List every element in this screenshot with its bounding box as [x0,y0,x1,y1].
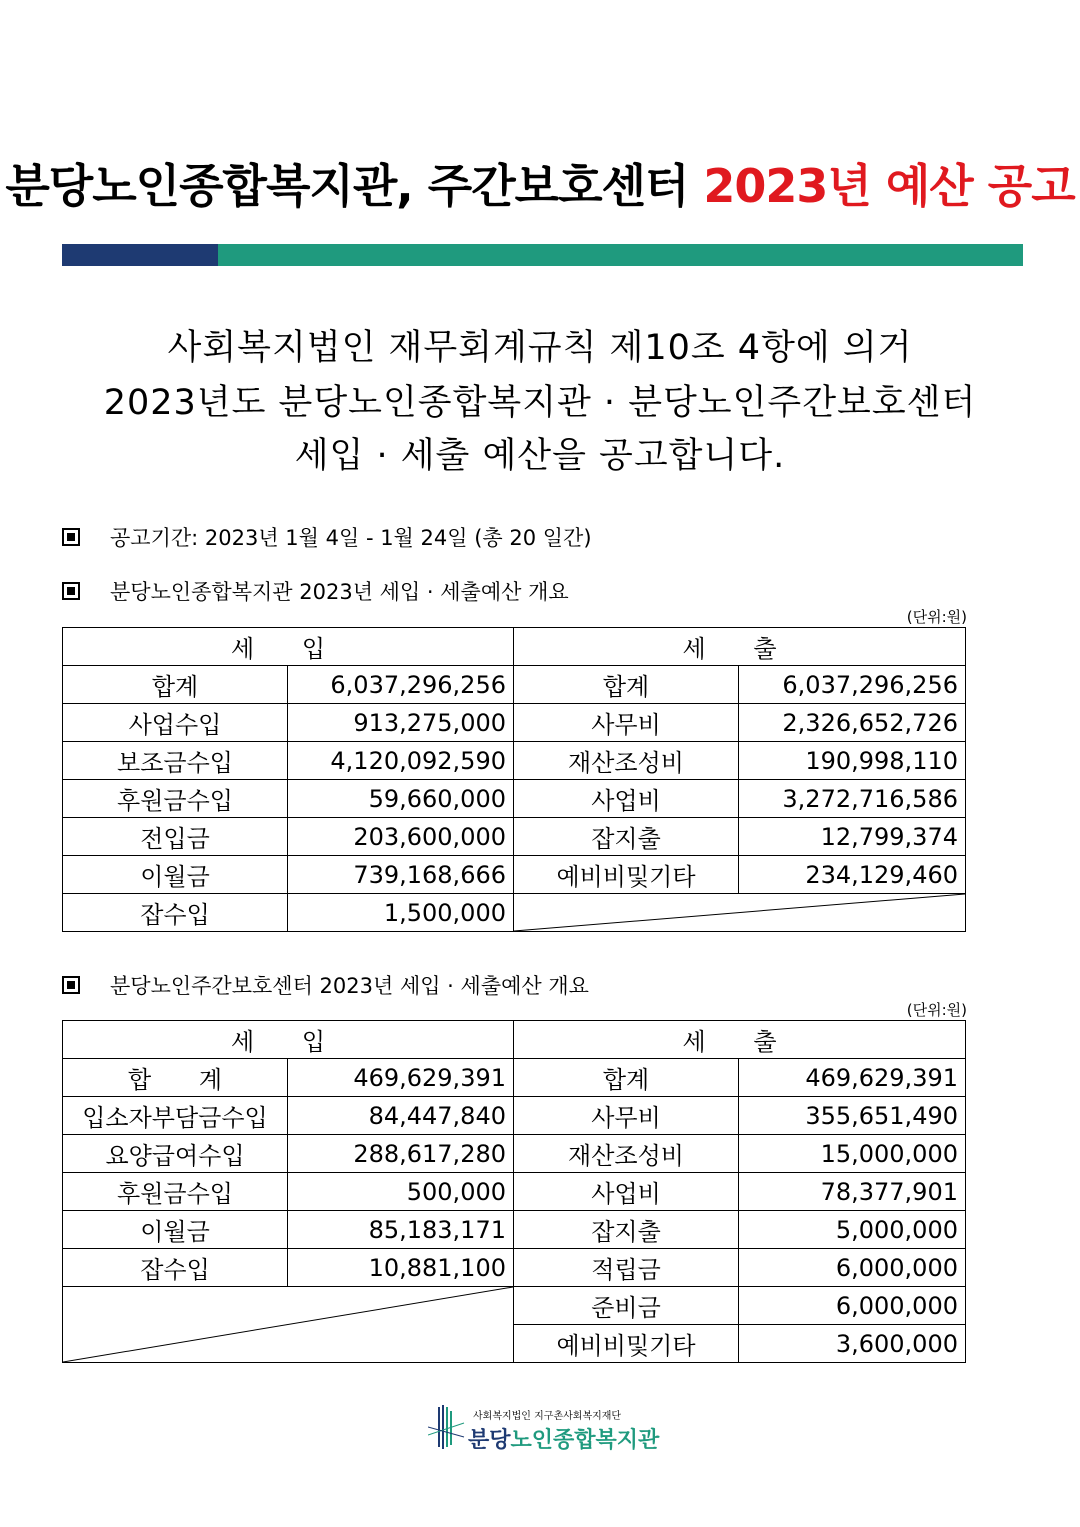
income-label: 잡수입 [63,894,288,932]
table-row [63,780,966,818]
table-row [63,894,966,932]
income-header: 세 입 [63,628,514,666]
table-row [63,1249,966,1287]
income-value: 500,000 [288,1173,514,1211]
expense-label: 재산조성비 [514,1135,739,1173]
expense-value: 78,377,901 [739,1173,966,1211]
expense-header: 세 출 [514,628,966,666]
empty-cell-diagonal [514,894,966,932]
welfare-logo-icon [428,1405,466,1451]
section2-unit: (단위:원) [906,1001,967,1019]
income-value: 1,500,000 [288,894,514,932]
income-label: 전입금 [63,818,288,856]
section2-heading-text: 분당노인주간보호센터 2023년 세입 · 세출예산 개요 [110,974,589,998]
table-row [63,1135,966,1173]
period-text: 공고기간: 2023년 1월 4일 - 1월 24일 (총 20 일간) [110,526,592,550]
table-row [63,1211,966,1249]
intro-line-1: 사회복지법인 재무회계규칙 제10조 4항에 의거 [167,328,913,368]
table-row [63,818,966,856]
expense-value: 469,629,391 [739,1059,966,1097]
expense-label: 사무비 [514,704,739,742]
income-label: 합계 [63,666,288,704]
income-value: 4,120,092,590 [288,742,514,780]
title-divider-green [218,244,1023,266]
title-divider-navy [62,244,218,266]
diagonal-line [514,894,965,931]
table-row [63,1173,966,1211]
income-label: 입소자부담금수입 [63,1097,288,1135]
table-header-row [63,628,966,666]
expense-value: 355,651,490 [739,1097,966,1135]
income-value: 85,183,171 [288,1211,514,1249]
income-label: 이월금 [63,1211,288,1249]
expense-label: 사업비 [514,1173,739,1211]
footer-org-name-b: 노인종합복지관 [510,1428,660,1453]
income-value: 739,168,666 [288,856,514,894]
expense-label: 적립금 [514,1249,739,1287]
period-bullet [62,522,592,552]
expense-label: 합계 [514,666,739,704]
table-row [63,1059,966,1097]
expense-label: 예비비및기타 [514,856,739,894]
expense-label: 잡지출 [514,818,739,856]
expense-value: 15,000,000 [739,1135,966,1173]
title-highlight: 2023년 예산 공고 [703,159,1075,213]
income-label: 후원금수입 [63,1173,288,1211]
expense-value: 5,000,000 [739,1211,966,1249]
title-main: 분당노인종합복지관, 주간보호센터 [5,159,689,213]
table-row [63,1287,966,1325]
diagonal-line [63,1287,513,1362]
expense-value: 190,998,110 [739,742,966,780]
empty-cell-diagonal [63,1287,514,1363]
income-value: 84,447,840 [288,1097,514,1135]
income-value: 10,881,100 [288,1249,514,1287]
section2-table [62,1020,966,1363]
income-value: 203,600,000 [288,818,514,856]
income-value: 913,275,000 [288,704,514,742]
income-label: 요양급여수입 [63,1135,288,1173]
expense-value: 12,799,374 [739,818,966,856]
income-value: 288,617,280 [288,1135,514,1173]
expense-label: 예비비및기타 [514,1325,739,1363]
footer-org-name [468,1423,659,1454]
income-label: 합 계 [63,1059,288,1097]
expense-label: 사업비 [514,780,739,818]
expense-value: 6,000,000 [739,1249,966,1287]
income-value: 469,629,391 [288,1059,514,1097]
table-header-row [63,1021,966,1059]
expense-value: 6,037,296,256 [739,666,966,704]
expense-value: 6,000,000 [739,1287,966,1325]
expense-label: 준비금 [514,1287,739,1325]
table-row [63,742,966,780]
table-row [63,704,966,742]
intro-line-2: 2023년도 분당노인종합복지관 · 분당노인주간보호센터 [103,383,977,423]
footer-org-small: 사회복지법인 지구촌사회복지재단 [473,1411,622,1422]
section1-heading-text: 분당노인종합복지관 2023년 세입 · 세출예산 개요 [110,580,569,604]
square-bullet-icon [62,528,80,546]
income-label: 사업수입 [63,704,288,742]
expense-label: 합계 [514,1059,739,1097]
income-label: 잡수입 [63,1249,288,1287]
square-bullet-icon [62,582,80,600]
expense-value: 2,326,652,726 [739,704,966,742]
section1-unit: (단위:원) [906,608,967,626]
income-header: 세 입 [63,1021,514,1059]
expense-value: 3,600,000 [739,1325,966,1363]
expense-label: 잡지출 [514,1211,739,1249]
section2-heading [62,970,589,1000]
section1-heading [62,576,569,606]
expense-value: 3,272,716,586 [739,780,966,818]
square-bullet-icon [62,976,80,994]
section1-table [62,627,966,932]
income-label: 보조금수입 [63,742,288,780]
table-row [63,666,966,704]
income-value: 59,660,000 [288,780,514,818]
income-value: 6,037,296,256 [288,666,514,704]
expense-value: 234,129,460 [739,856,966,894]
table-row [63,856,966,894]
expense-header: 세 출 [514,1021,966,1059]
expense-label: 사무비 [514,1097,739,1135]
footer-logo [428,1405,668,1453]
income-label: 후원금수입 [63,780,288,818]
page-title [0,150,1080,216]
intro-line-3: 세입 · 세출 예산을 공고합니다. [294,436,786,476]
expense-label: 재산조성비 [514,742,739,780]
table-row [63,1097,966,1135]
footer-org-name-a: 분당 [468,1428,511,1453]
income-label: 이월금 [63,856,288,894]
